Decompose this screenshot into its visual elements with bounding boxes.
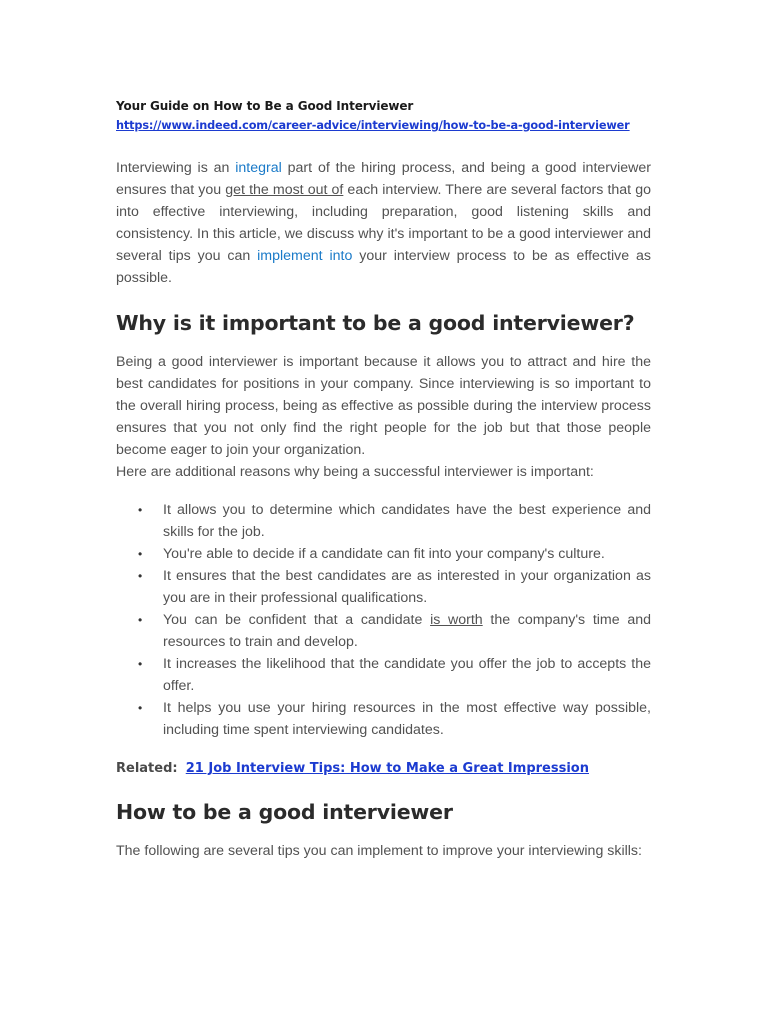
intro-paragraph: Interviewing is an integral part of the hiring process, and being a good interviewer ensures that you get the most out of each interview. There are several factors that go into effective interviewing, including preparation, good listening skills and consistency. In this article, we discuss why it's important to be a good interviewer and several tips you can implement into your interview process to be as effective as possible. <box>116 160 651 286</box>
bullet-icon: • <box>138 547 143 561</box>
document-title: Your Guide on How to Be a Good Interviewer <box>116 99 414 113</box>
implement-into-link[interactable]: implement into <box>257 248 353 264</box>
bullet-icon: • <box>138 701 143 715</box>
list-item: • It increases the likelihood that the candidate you offer the job to accepts the offer. <box>116 653 651 697</box>
list-item: • It helps you use your hiring resources in the most effective way possible, including time spent interviewing candidates. <box>116 697 651 741</box>
reasons-intro-paragraph: Here are additional reasons why being a successful interviewer is important: <box>116 464 594 480</box>
how-to-heading: How to be a good interviewer <box>116 800 453 824</box>
why-important-paragraph: Being a good interviewer is important because it allows you to attract and hire the best candidates for positions in your company. Since interviewing is so important to the overall hiring process, being as effective as possible during the interview process ensures that you not only find the right people for the job but that those people become eager to join your organization. <box>116 354 651 458</box>
related-article <box>116 757 651 781</box>
bullet-icon: • <box>138 569 143 583</box>
list-item: • It allows you to determine which candidates have the best experience and skills for the job. <box>116 499 651 543</box>
is-worth-link[interactable]: is worth <box>430 612 483 628</box>
related-article-link[interactable]: 21 Job Interview Tips: How to Make a Great Impression <box>185 761 589 776</box>
bullet-icon: • <box>138 503 143 517</box>
list-item: • It ensures that the best candidates are as interested in your organization as you are in their professional qualifications. <box>116 565 651 609</box>
bullet-icon: • <box>138 657 143 671</box>
document-page <box>116 96 651 862</box>
bullet-icon: • <box>138 613 143 627</box>
integral-link[interactable]: integral <box>235 160 282 176</box>
how-to-paragraph: The following are several tips you can implement to improve your interviewing skills: <box>116 843 642 859</box>
list-item: • You can be confident that a candidate is worth the company's time and resources to train and develop. <box>116 609 651 653</box>
why-important-heading: Why is it important to be a good interviewer? <box>116 311 635 335</box>
get-the-most-out-of-link[interactable]: get the most out of <box>225 182 344 198</box>
list-item: • You're able to decide if a candidate can fit into your company's culture. <box>116 543 651 565</box>
source-url-link[interactable]: https://www.indeed.com/career-advice/interviewing/how-to-be-a-good-interviewer <box>116 119 630 132</box>
related-label: Related: <box>116 761 178 776</box>
reasons-list <box>116 499 651 741</box>
